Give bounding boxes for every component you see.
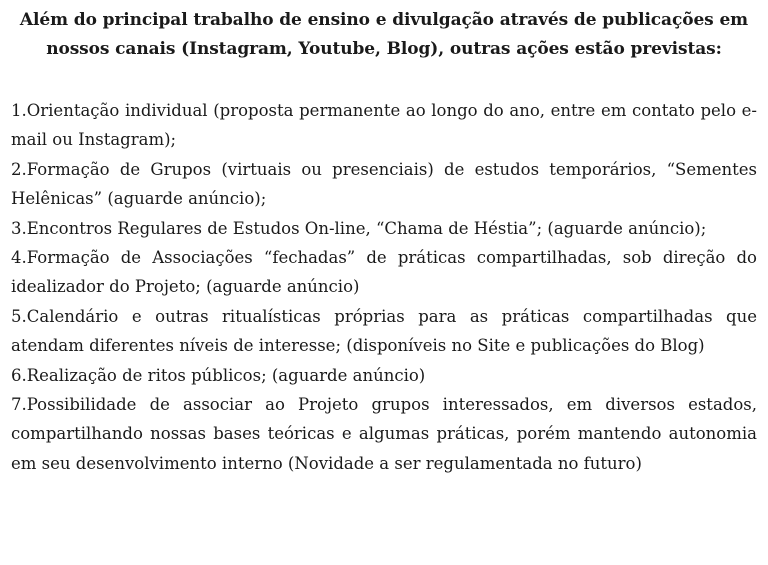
- list-item-4: 4.Formação de Associações “fechadas” de práticas compartilhadas, sob direção do idealizador do Projeto; (aguarde anúncio): [11, 248, 757, 297]
- spacer: [11, 64, 757, 96]
- list-item-3: 3.Encontros Regulares de Estudos On-line, “Chama de Héstia”; (aguarde anúncio);: [11, 218, 707, 238]
- list-item-6: 6.Realização de ritos públicos; (aguarde anúncio): [11, 365, 426, 385]
- list-item-5: 5.Calendário e outras ritualísticas próprias para as práticas compartilhadas que atendam diferentes níveis de interesse; (disponíveis no Site e publicações do Blog): [11, 306, 757, 356]
- list-item-7: 7.Possibilidade de associar ao Projeto grupos interessados, em diversos estados, compartilhando nossas bases teóricas e algumas práticas, porém mantendo autonomia em seu desenvolvimento interno (Novidade a ser regulamentada no futuro): [11, 395, 757, 473]
- document-heading: Além do principal trabalho de ensino e divulgação através de publicações em nossos canais (Instagram, Youtube, Blog), outras ações estão previstas:: [19, 10, 749, 59]
- list-item-1: 1.Orientação individual (proposta permanente ao longo do ano, entre em contato pelo e-mail ou Instagram);: [11, 101, 757, 150]
- actions-list: [11, 96, 757, 478]
- list-item-2: 2.Formação de Grupos (virtuais ou presenciais) de estudos temporários, “Sementes Helênicas” (aguarde anúncio);: [11, 159, 757, 209]
